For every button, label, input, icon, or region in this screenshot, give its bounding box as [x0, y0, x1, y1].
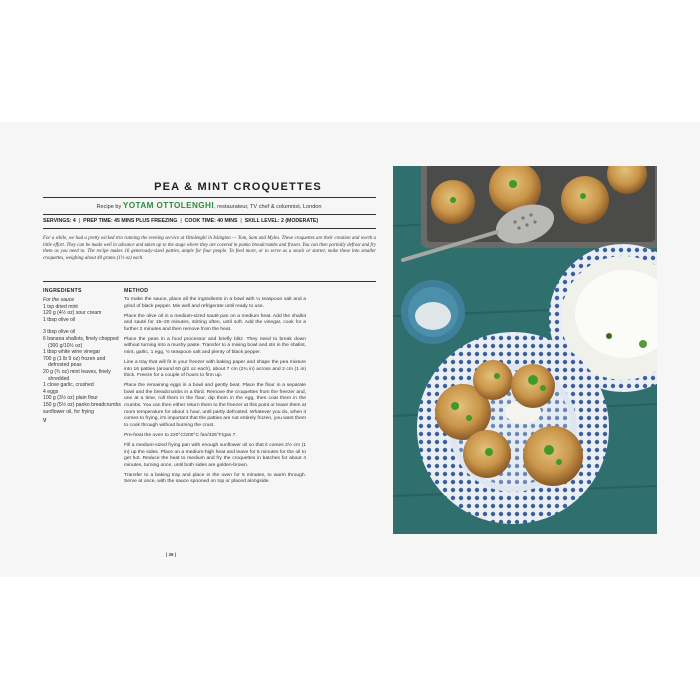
- recipe-credit: [44, 201, 374, 210]
- croquettes-photo: [393, 166, 657, 534]
- method-step: Fill a medium-sized frying pan with enough sunflower oil so that it comes 2½ cm (1 in) up the sides. Place on a medium-high heat and leave for 5 minutes for the oil to get hot. Reduce the heat to medium and fry the croquettes in batches for about 4 minutes, turning once, until both sides are golden-brown.: [124, 442, 306, 468]
- ingredient-item: 1 tbsp white wine vinegar: [43, 349, 101, 356]
- chef-name: YOTAM OTTOLENGHI: [122, 201, 215, 210]
- prep-time: PREP TIME: 45 MINS PLUS FREEZING: [83, 218, 178, 224]
- page-number: | 36 |: [166, 552, 177, 557]
- ingredient-item: 700 g (1 lb 9 oz) frozen and defrosted peas: [43, 355, 106, 369]
- skill-level: SKILL LEVEL: 2 (MODERATE): [244, 218, 319, 224]
- method-step: Pre-heat the oven to 220°C/200°C fan/425°F/gas 7.: [124, 432, 237, 438]
- salt-bowl: [401, 280, 465, 344]
- method-step: To make the sauce, place all the ingredients in a bowl with ¼ teaspoon salt and a grind of black pepper. Mix well and refrigerate until ready to use.: [124, 297, 306, 309]
- method-steps: [124, 297, 306, 489]
- cook-time: COOK TIME: 40 MINS: [184, 218, 238, 224]
- ingredient-item: 4 eggs: [43, 388, 59, 395]
- ingredient-item: 1 tbsp olive oil: [43, 316, 76, 323]
- title-divider: [43, 197, 376, 198]
- recipe-intro: For a while, we had a pretty wicked trio running the evening service at Ottolenghi in Islington — Tom, Sam and Myles. These croquettes are their creation and worth a little effort. They can be made well in advance and taken up to the stage where they are covered in panko breadcrumbs and frozen. You can then partially defrost and fry them as you need to. The recipe makes 16 generously-sized patties, ample for four people. To feed more, or to serve as a snack or starter, make these into smaller croquettes, weighing about 40 grams (1½ oz) each.: [43, 236, 376, 262]
- method-step: Transfer to a baking tray and place in the oven for 5 minutes, to warm through. Serve at once, with the sauce spooned on top or placed alongside.: [124, 472, 306, 485]
- ingredient-item: sunflower oil, for frying: [43, 408, 94, 415]
- intro-divider: [43, 281, 376, 282]
- ingredient-item: 150 g (5½ oz) panko breadcrumbs: [43, 401, 121, 408]
- servings: SERVINGS: 4: [43, 218, 76, 224]
- method-heading: METHOD: [124, 288, 149, 294]
- method-step: Line a tray that will fit in your freezer with baking paper and shape the pea mixture into 16 patties (around 60 g/2 oz each), about 7 cm (2¾ in) across and 2 cm (1 in) thick. Freeze for a couple of hours to firm up.: [124, 360, 306, 379]
- method-step: Place the remaining eggs in a bowl and gently beat. Place the flour in a separate bowl and the breadcrumbs in a third. Remove the croquettes from the freezer and, one at a time, roll them in the flour, dip them in the egg, then coat them in the crumbs. You can then either return them to the freezer at this point or leave them at room temperature for about 1 hour, until partly defrosted. Whatever you do, when it comes to frying, it's important that the patties are not entirely frozen, you want them to cook through without burning the crust.: [124, 383, 306, 428]
- ingredient-item: 1 tsp dried mint: [43, 303, 78, 310]
- recipe-title: PEA & MINT CROQUETTES: [154, 181, 322, 193]
- ingredient-item: 100 g (3½ oz) plain flour: [43, 395, 98, 402]
- ingredient-item: 120 g (4½ oz) sour cream: [43, 310, 102, 317]
- vegetarian-mark: V: [43, 418, 47, 425]
- ingredient-item: 1 clove garlic, crushed: [43, 382, 94, 389]
- ingredient-item: 3 tbsp olive oil: [43, 329, 76, 336]
- ingredient-item: 6 banana shallots, finely chopped (300 g/10½ oz): [43, 335, 119, 349]
- method-step: Place the peas in a food processor and briefly blitz. They need to break down without turning into a mushy paste. Transfer to a mixing bowl and stir in the shallot, mint, garlic, 1 egg, ½ teaspoon salt and plenty of black pepper.: [124, 336, 306, 356]
- ingredients-heading: INGREDIENTS: [43, 288, 82, 294]
- recipe-by-prefix: Recipe by: [96, 204, 122, 210]
- sauce-label: For the sauce: [43, 297, 75, 303]
- ingredients-list: [43, 297, 121, 425]
- meta-top-rule: [43, 214, 376, 215]
- method-step: Place the olive oil in a medium-sized sauté pan on a medium heat. Add the shallot and sauté for 15–20 minutes, stirring often, until soft. Add the vinegar, cook for a further 2 minutes and then remove from the heat.: [124, 313, 306, 332]
- chef-role: , restaurateur, TV chef & columnist, London: [214, 204, 322, 210]
- recipe-meta: SERVINGS: 4 | PREP TIME: 45 MINS PLUS FREEZING | COOK TIME: 40 MINS | SKILL LEVEL: 2 (MODERATE): [43, 218, 319, 224]
- ingredient-item: 20 g (¾ oz) mint leaves, finely shredded: [43, 368, 111, 382]
- meta-bottom-rule: [43, 228, 376, 229]
